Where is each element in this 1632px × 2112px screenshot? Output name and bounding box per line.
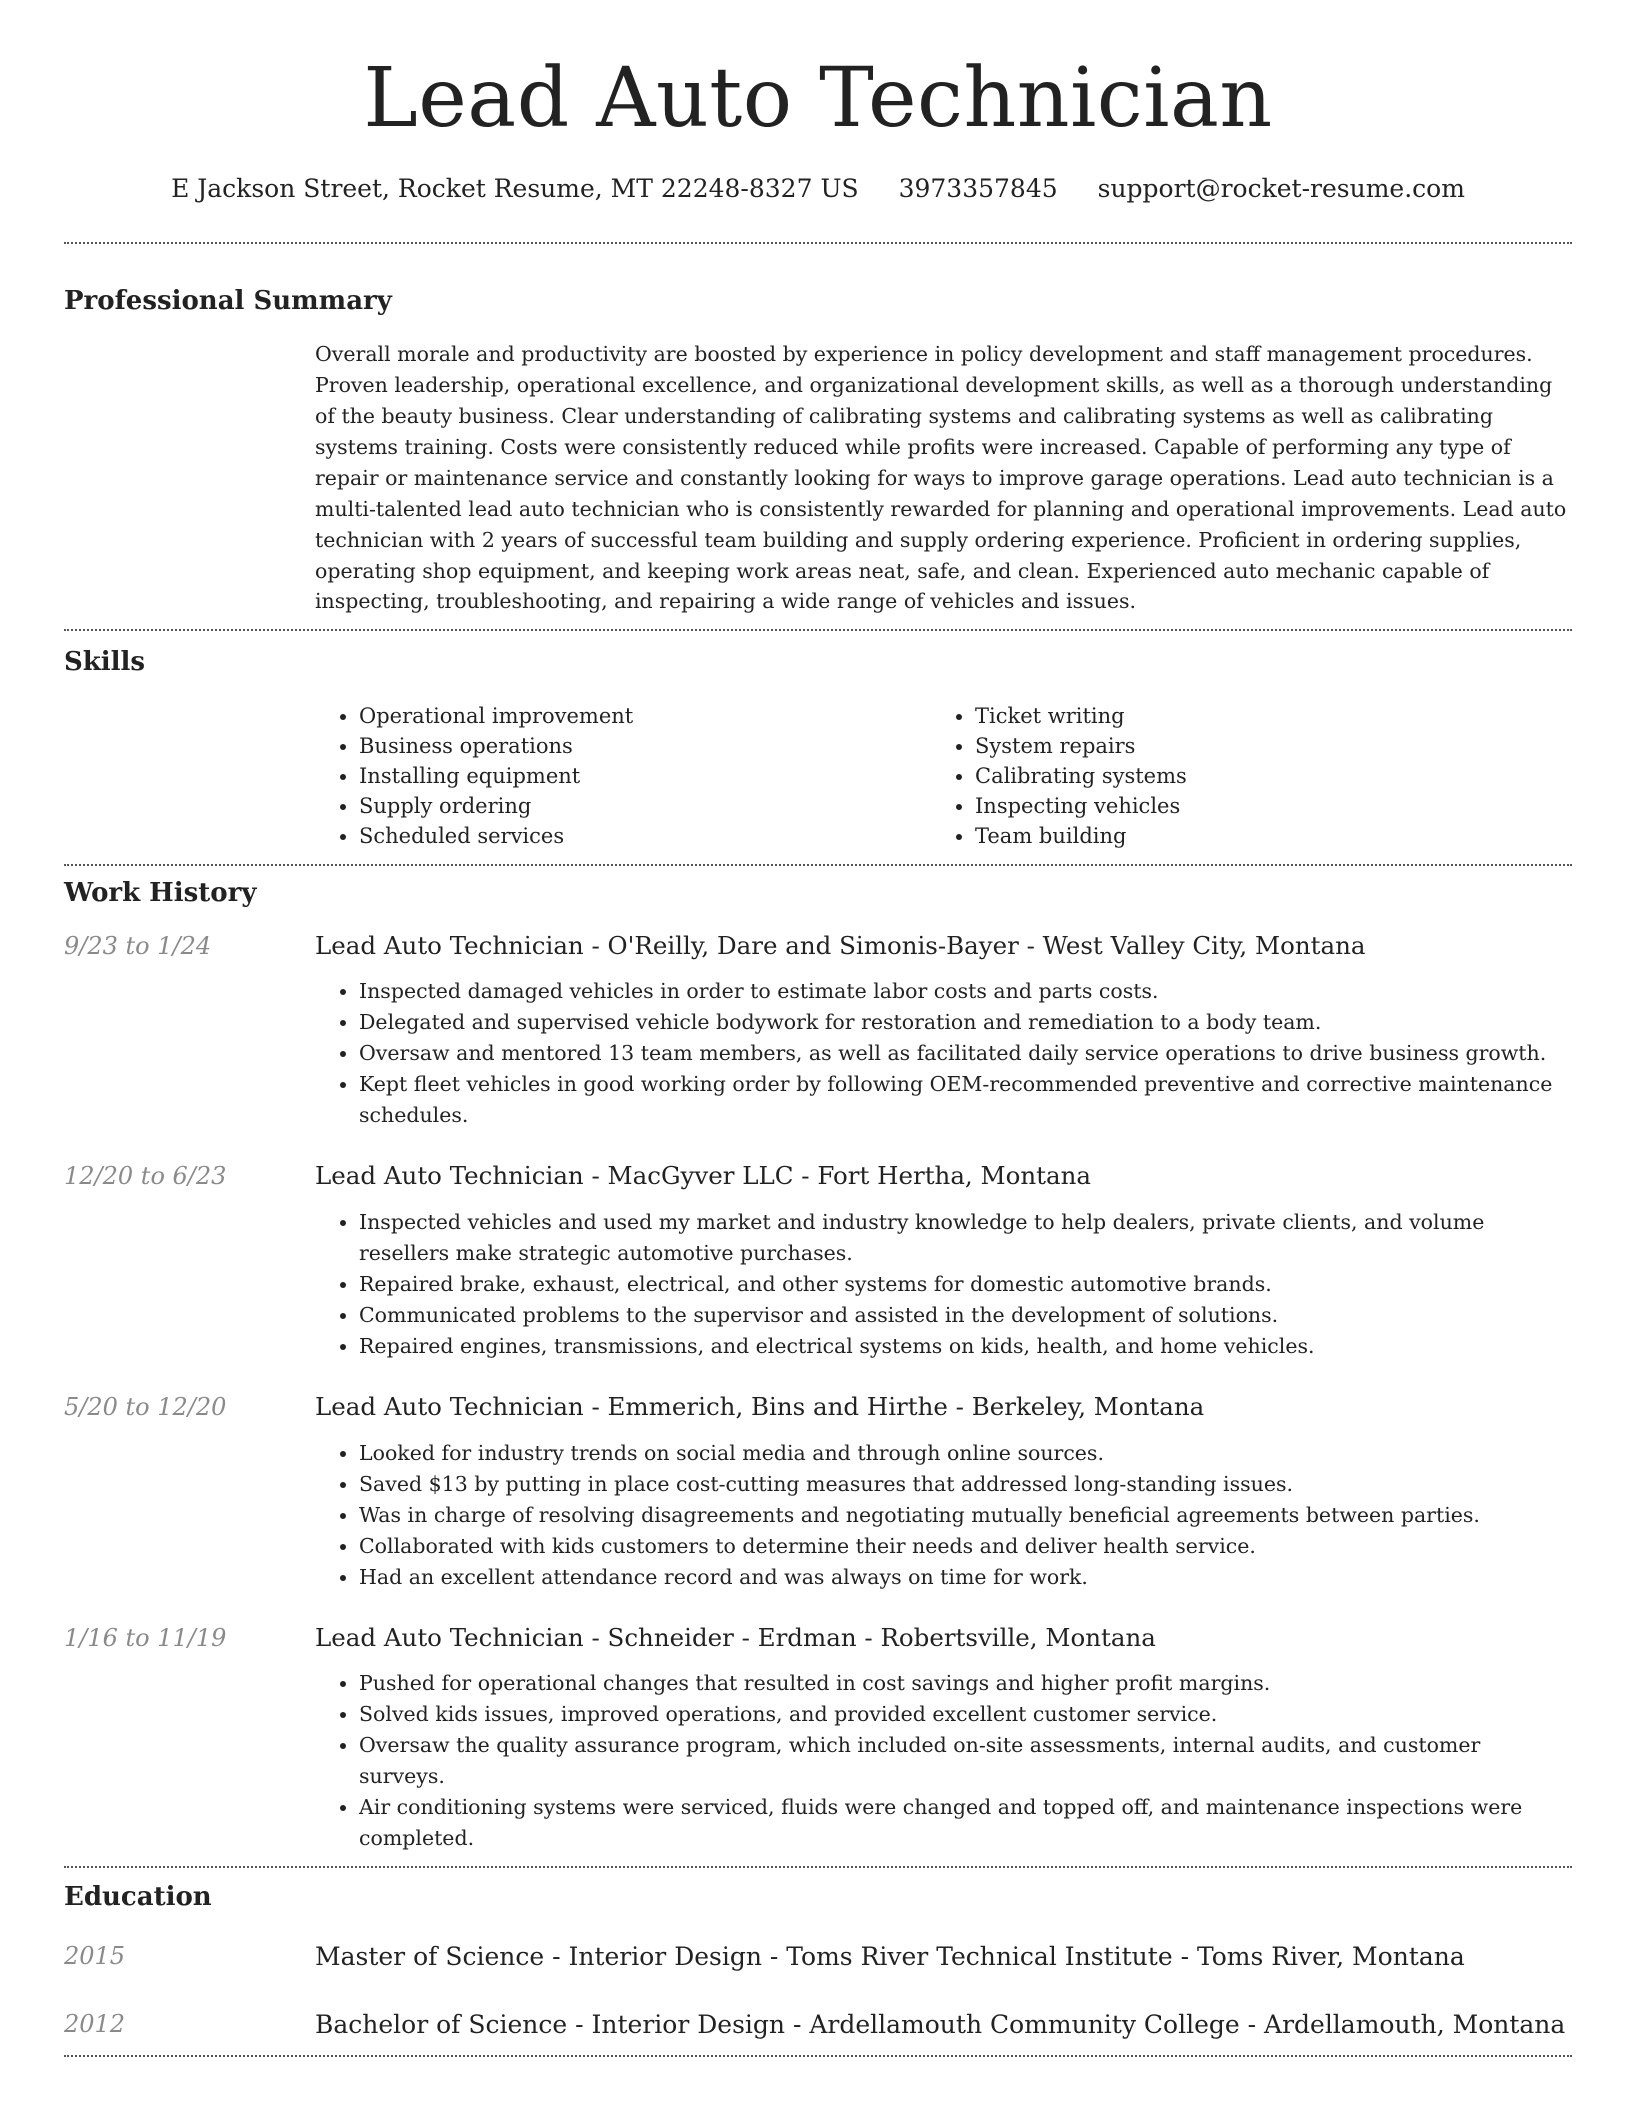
job-bullet: • Delegated and supervised vehicle bodywork for restoration and remediation to a body team. [359,1007,1572,1038]
skills-section [64,647,1572,851]
contact-line [64,152,1572,242]
skill-item: • System repairs [975,731,1547,761]
summary-title: Professional Summary [64,286,392,316]
job-bullet: • Communicated problems to the supervisor and assisted in the development of solutions. [359,1300,1572,1331]
section-divider [64,242,1572,244]
job-bullet: • Repaired engines, transmissions, and electrical systems on kids, health, and home vehicles. [359,1331,1572,1362]
skill-item: • Business operations [359,731,931,761]
section-divider [64,629,1572,631]
job-body [315,931,1572,1132]
job-body [315,1392,1572,1593]
summary-text: Overall morale and productivity are boosted by experience in policy development and staff management procedures. Proven leadership, operational excellence, and organizational development skills, as well as a thorough understanding of the beauty business. Clear understanding of calibrating systems and calibrating systems as well as calibrating systems training. Costs were consistently reduced while profits were increased. Capable of performing any type of repair or maintenance service and constantly looking for ways to improve garage operations. Lead auto technician is a multi-talented lead auto technician who is consistently rewarded for planning and operational improvements. Lead auto technician with 2 years of successful team building and supply ordering experience. Proficient in ordering supplies, operating shop equipment, and keeping work areas neat, safe, and clean. Experienced auto mechanic capable of inspecting, troubleshooting, and repairing a wide range of vehicles and issues. [315,342,1567,614]
skill-item: • Inspecting vehicles [975,791,1547,821]
job-bullet: • Collaborated with kids customers to determine their needs and deliver health service. [359,1531,1572,1562]
job-bullet: • Air conditioning systems were serviced, fluids were changed and topped off, and maintenance inspections were completed. [359,1792,1572,1854]
job-date: 9/23 to 1/24 [64,931,212,960]
job-date: 5/20 to 12/20 [64,1392,227,1421]
contact-phone: 3973357845 [898,174,1058,203]
job-body [315,1161,1572,1362]
job-entry [64,1161,1572,1362]
job-bullets [315,1668,1572,1854]
skill-item: • Ticket writing [975,701,1547,731]
job-date: 12/20 to 6/23 [64,1162,227,1191]
job-heading: Lead Auto Technician - Emmerich, Bins and Hirthe - Berkeley, Montana [315,1391,1205,1421]
job-date: 1/16 to 11/19 [64,1623,227,1652]
summary-section [64,286,1572,617]
job-entry [64,931,1572,1132]
job-bullet: • Pushed for operational changes that resulted in cost savings and higher profit margins. [359,1668,1572,1699]
skill-item: • Team building [975,821,1547,851]
skill-item: • Scheduled services [359,821,931,851]
job-heading: Lead Auto Technician - O'Reilly, Dare and Simonis-Bayer - West Valley City, Montana [315,930,1366,960]
skill-item: • Installing equipment [359,761,931,791]
job-bullet: • Oversaw and mentored 13 team members, as well as facilitated daily service operations to drive business growth. [359,1038,1572,1069]
job-heading: Lead Auto Technician - MacGyver LLC - Fort Hertha, Montana [315,1161,1091,1191]
skill-item: • Calibrating systems [975,761,1547,791]
skills-list-left [315,701,931,852]
job-heading: Lead Auto Technician - Schneider - Erdman - Robertsville, Montana [315,1622,1156,1652]
job-bullet: • Repaired brake, exhaust, electrical, and other systems for domestic automotive brands. [359,1269,1572,1300]
job-bullet: • Inspected damaged vehicles in order to estimate labor costs and parts costs. [359,976,1572,1007]
skill-item: • Operational improvement [359,701,931,731]
job-bullets [315,1207,1572,1362]
job-entry [64,1623,1572,1855]
education-heading: Master of Science - Interior Design - Toms River Technical Institute - Toms River, Montana [315,1942,1465,1972]
contact-email: support@rocket-resume.com [1097,174,1465,203]
contact-address: E Jackson Street, Rocket Resume, MT 22248-8327 US [171,174,859,203]
job-entry [64,1392,1572,1593]
skills-list-right [931,701,1547,852]
education-entry [64,2009,1572,2049]
job-bullet: • Oversaw the quality assurance program, which included on-site assessments, internal audits, and customer surveys. [359,1730,1572,1792]
job-bullets [315,1438,1572,1593]
job-bullet: • Inspected vehicles and used my market and industry knowledge to help dealers, private clients, and volume resellers make strategic automotive purchases. [359,1207,1572,1269]
work-title: Work History [64,877,257,908]
work-section [64,878,1572,1855]
candidate-name: Lead Auto Technician [363,51,1273,146]
job-bullet: • Looked for industry trends on social media and through online sources. [359,1438,1572,1469]
section-divider [64,2055,1572,2057]
education-date: 2015 [64,1942,126,1971]
job-bullet: • Kept fleet vehicles in good working order by following OEM-recommended preventive and corrective maintenance schedules. [359,1069,1572,1131]
skills-title: Skills [64,647,146,678]
job-bullet: • Saved $13 by putting in place cost-cutting measures that addressed long-standing issues. [359,1469,1572,1500]
education-entry [64,1941,1572,1981]
job-bullets [315,976,1572,1131]
resume-page [64,0,1572,2057]
education-heading: Bachelor of Science - Interior Design - Ardellamouth Community College - Ardellamouth, Montana [315,2010,1566,2040]
education-date: 2012 [64,2010,126,2039]
section-divider [64,1866,1572,1868]
education-section [64,1882,1572,2049]
job-body [315,1623,1572,1855]
skills-grid [315,701,1572,852]
section-divider [64,864,1572,866]
job-bullet: • Solved kids issues, improved operations, and provided excellent customer service. [359,1699,1572,1730]
job-bullet: • Had an excellent attendance record and was always on time for work. [359,1562,1572,1593]
job-bullet: • Was in charge of resolving disagreements and negotiating mutually beneficial agreements between parties. [359,1500,1572,1531]
skill-item: • Supply ordering [359,791,931,821]
education-title: Education [64,1882,212,1913]
